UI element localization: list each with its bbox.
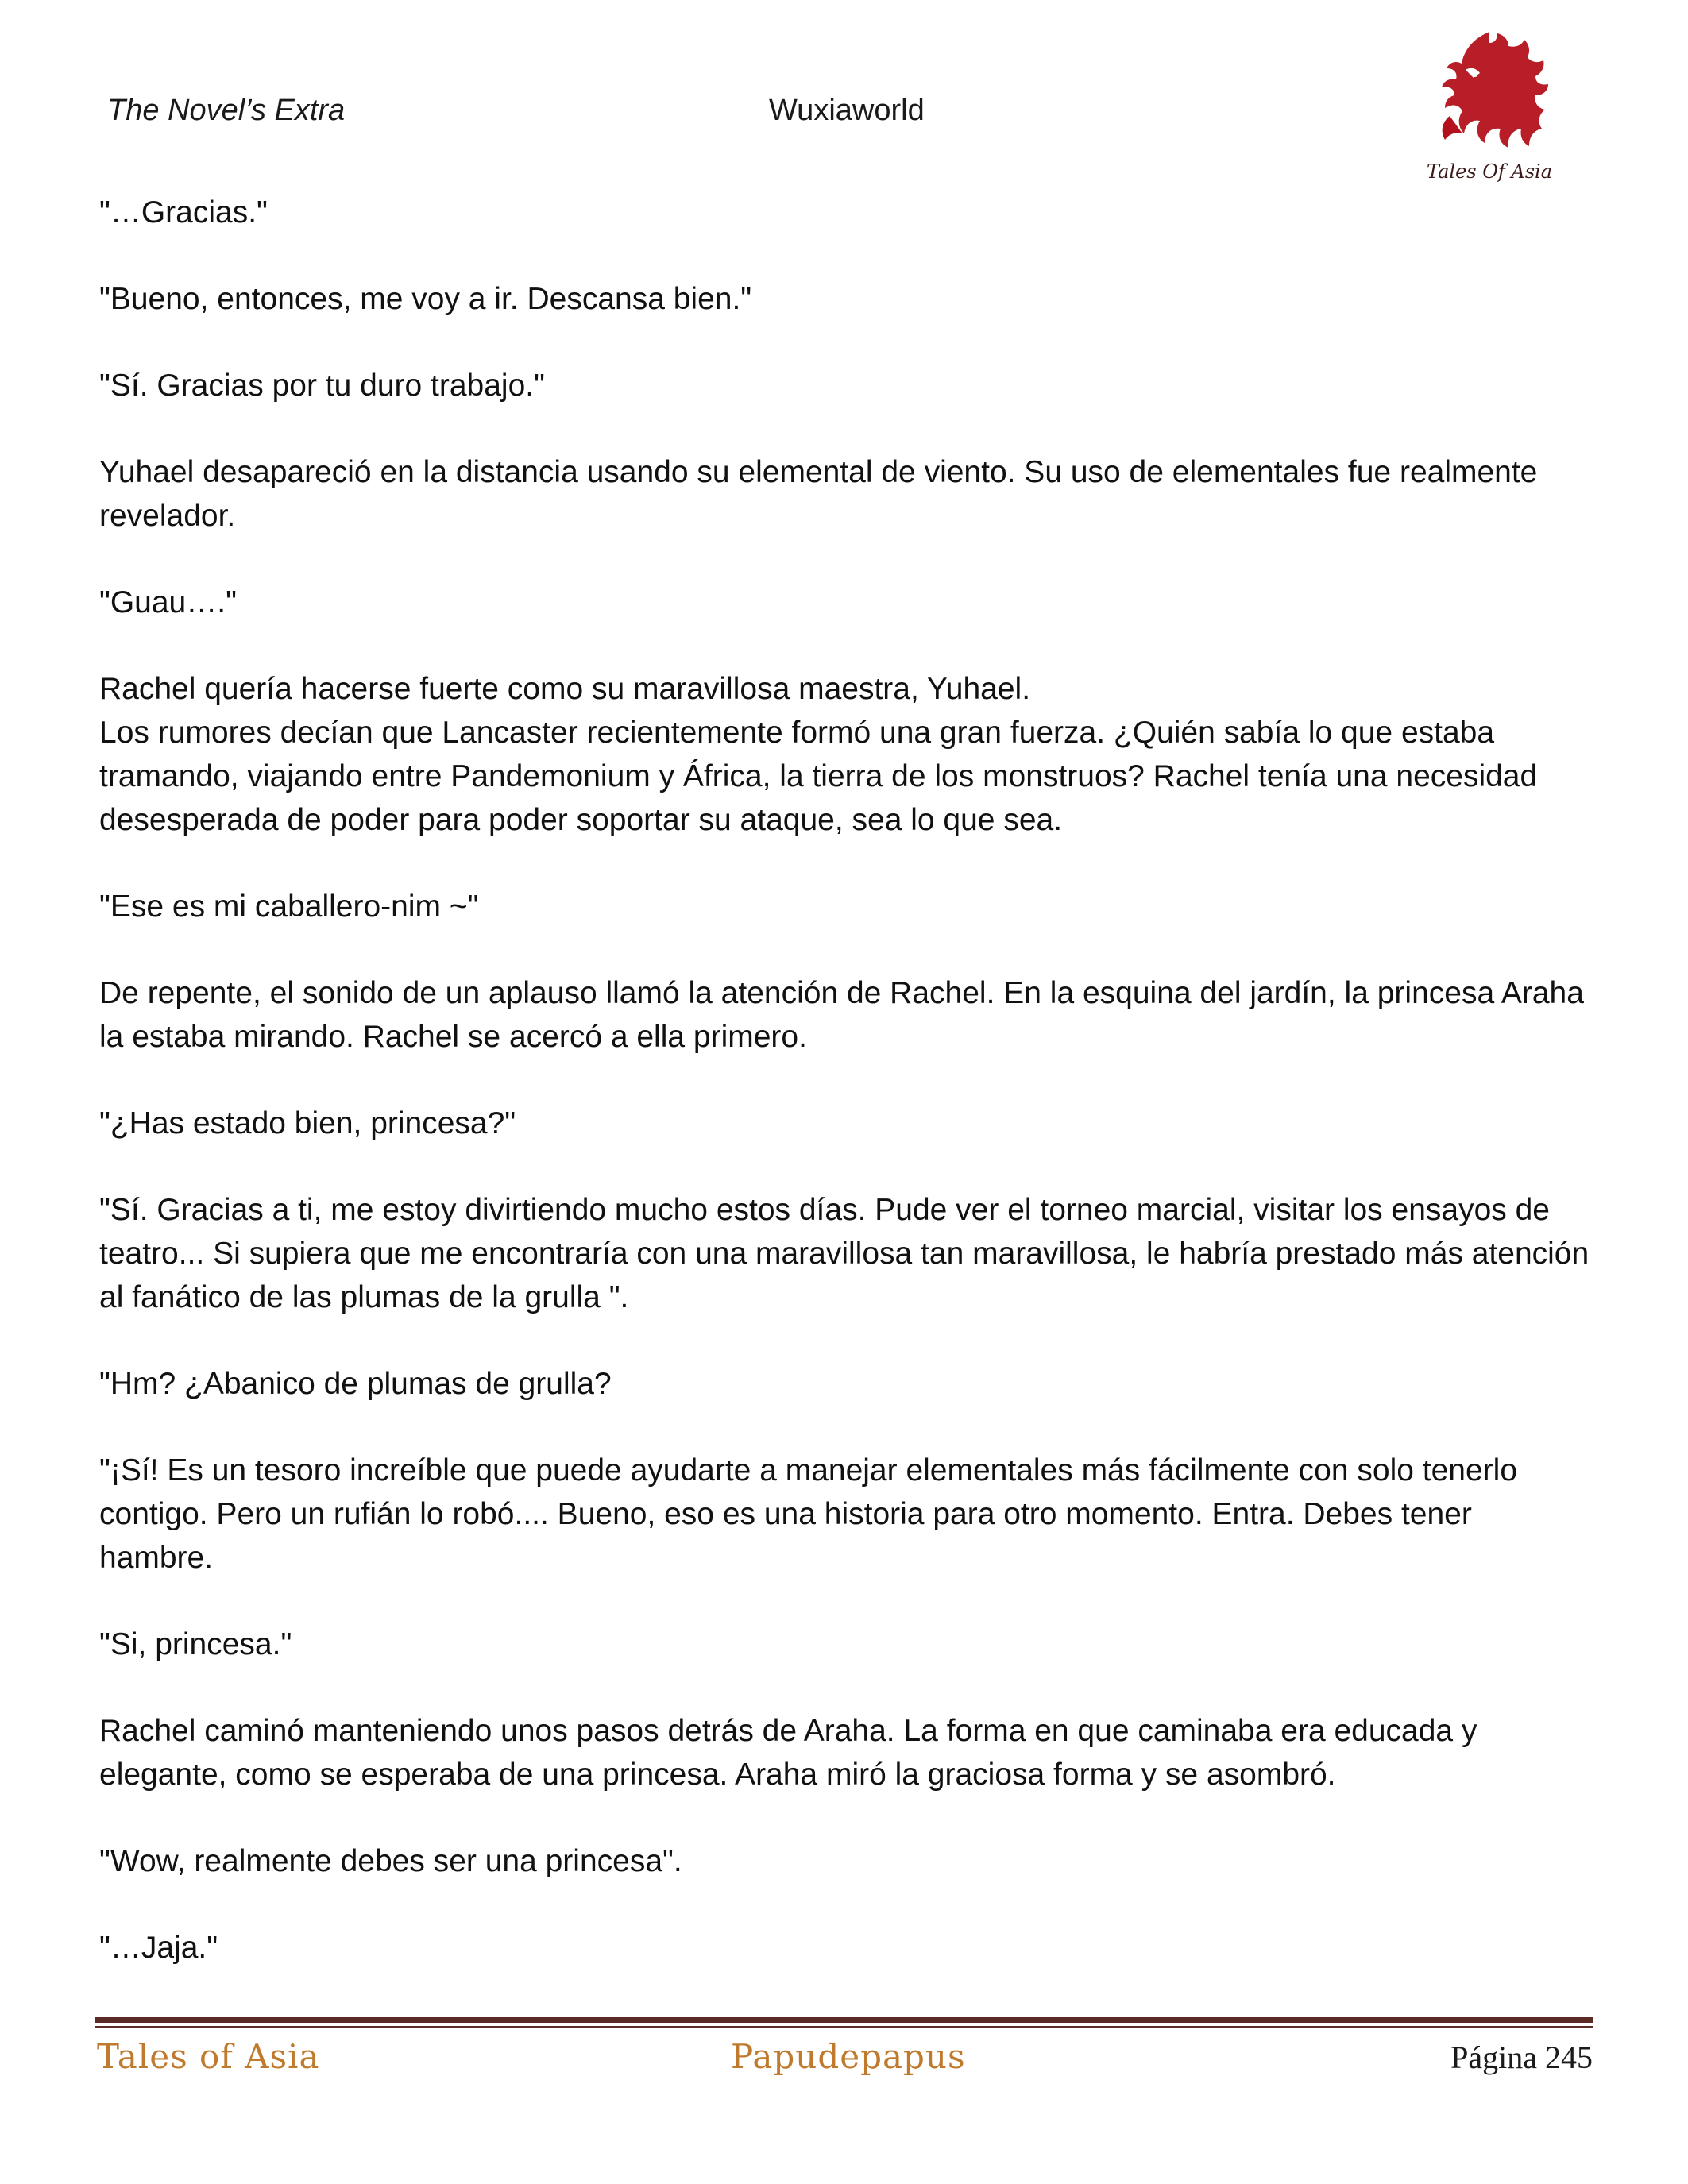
logo-text: Tales Of Asia bbox=[1426, 160, 1553, 183]
footer-divider bbox=[95, 2017, 1593, 2023]
paragraph: "Bueno, entonces, me voy a ir. Descansa bien." bbox=[99, 282, 752, 316]
paragraph: Rachel quería hacerse fuerte como su maravillosa maestra, Yuhael. bbox=[99, 672, 1031, 706]
site-name: Wuxiaworld bbox=[769, 94, 925, 127]
paragraph: "Si, princesa." bbox=[99, 1627, 292, 1661]
paragraph: Los rumores decían que Lancaster recientemente formó una gran fuerza. ¿Quién sabía lo que estaba tramando, viajando entre Pandemonium y África, la tierra de los monstruos? Rachel tenía una necesidad desesperada de poder para poder soportar su ataque, sea lo que sea. bbox=[99, 716, 1547, 837]
paragraph: "…Gracias." bbox=[99, 195, 268, 230]
paragraph: Yuhael desapareció en la distancia usando su elemental de viento. Su uso de elementales fue realmente revelador. bbox=[99, 455, 1547, 533]
paragraph: "Sí. Gracias a ti, me estoy divirtiendo mucho estos días. Pude ver el torneo marcial, visitar los ensayos de teatro... Si supiera que me encontraría con una maravillosa tan maravillosa, le habría prestado más atención al fanático de las plumas de la grulla ". bbox=[99, 1193, 1598, 1314]
page-body bbox=[99, 191, 1598, 2012]
paragraph: "Sí. Gracias por tu duro trabajo." bbox=[99, 369, 545, 403]
footer-divider-thin bbox=[95, 2026, 1593, 2028]
paragraph: "Hm? ¿Abanico de plumas de grulla? bbox=[99, 1367, 612, 1401]
paragraph: De repente, el sonido de un aplauso llamó la atención de Rachel. En la esquina del jardín, la princesa Araha la estaba mirando. Rachel se acercó a ella primero. bbox=[99, 976, 1593, 1054]
page-number: Página 245 bbox=[1450, 2039, 1593, 2075]
paragraph: Rachel caminó manteniendo unos pasos detrás de Araha. La forma en que caminaba era educada y elegante, como se esperaba de una princesa. Araha miró la graciosa forma y se asombró. bbox=[99, 1714, 1486, 1792]
footer-publisher: Tales of Asia bbox=[97, 2037, 320, 2076]
paragraph: "¡Sí! Es un tesoro increíble que puede ayudarte a manejar elementales más fácilmente con solo tenerlo contigo. Pero un rufián lo robó.... Bueno, eso es una historia para otro momento. Entra. Debes tener hambre. bbox=[99, 1453, 1526, 1575]
paragraph: "…Jaja." bbox=[99, 1931, 218, 1965]
paragraph: "Ese es mi caballero-nim ~" bbox=[99, 889, 479, 924]
paragraph: "¿Has estado bien, princesa?" bbox=[99, 1106, 516, 1140]
footer-translator: Papudepapus bbox=[731, 2037, 966, 2076]
paragraph: "Wow, realmente debes ser una princesa". bbox=[99, 1844, 682, 1878]
book-title: The Novel’s Extra bbox=[107, 94, 346, 127]
tales-of-asia-dragon-logo bbox=[1418, 22, 1561, 189]
paragraph: "Guau…." bbox=[99, 585, 237, 619]
